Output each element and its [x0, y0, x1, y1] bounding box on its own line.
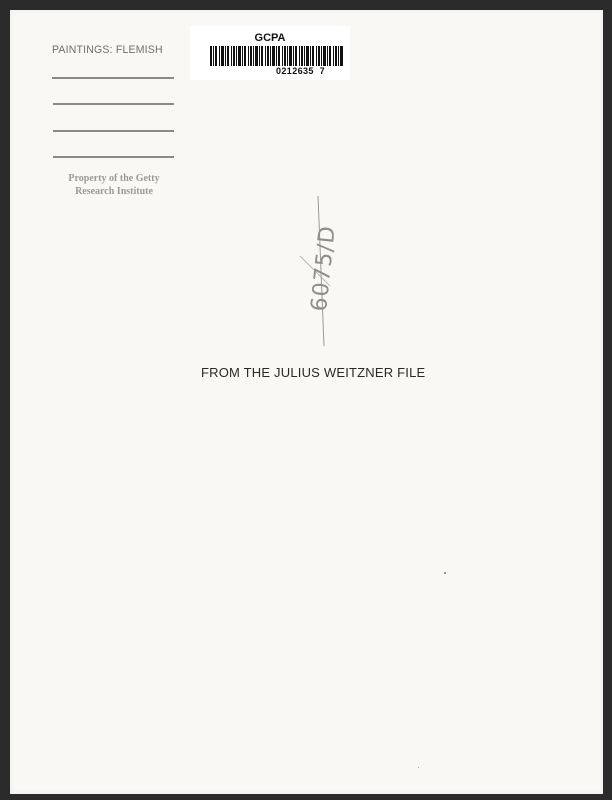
- provenance-stamp: FROM THE JULIUS WEITZNER FILE: [201, 365, 426, 380]
- property-stamp: [54, 172, 174, 198]
- barcode-icon: [210, 46, 344, 66]
- blank-line-4: [53, 156, 174, 158]
- paper-speck: [418, 767, 419, 768]
- property-stamp-line-2: Research Institute: [75, 186, 153, 197]
- category-label: PAINTINGS: FLEMISH: [52, 43, 163, 57]
- property-stamp-line-1: Property of the Getty: [68, 173, 160, 184]
- barcode-number: 0212635 7: [276, 66, 326, 76]
- blank-line-2: [53, 103, 174, 105]
- barcode-title: GCPA: [254, 32, 286, 44]
- photo-archive-card-back: [10, 10, 603, 794]
- paper-speck: [444, 572, 446, 574]
- blank-line-3: [53, 130, 174, 132]
- barcode-label: [190, 26, 350, 80]
- blank-line-1: [52, 77, 174, 79]
- handwritten-inventory-note: 6075/D: [307, 224, 341, 313]
